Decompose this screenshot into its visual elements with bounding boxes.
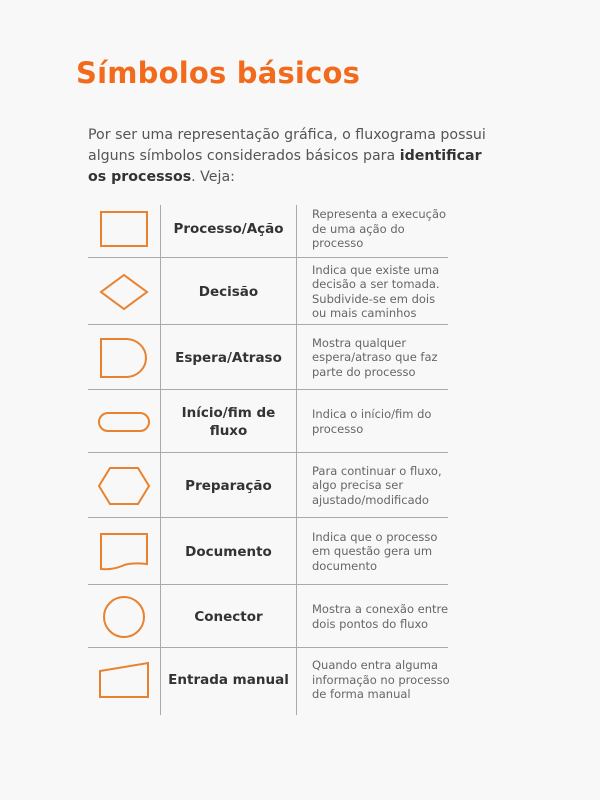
symbol-name: Documento — [185, 543, 272, 560]
page-title: Símbolos básicos — [76, 56, 361, 90]
rectangle-icon — [88, 200, 160, 258]
table-row — [88, 390, 448, 453]
terminator-icon — [88, 390, 160, 453]
intro-text: Por ser uma representação gráfica, o fluxograma possui alguns símbolos considerados básicos para — [88, 127, 486, 164]
table-row — [88, 258, 448, 325]
symbol-description: Quando entra alguma informação no processo de forma manual — [312, 658, 450, 702]
table-row — [88, 325, 448, 390]
intro-paragraph — [88, 125, 488, 188]
symbol-name: Início/fim de fluxo — [181, 404, 276, 439]
symbol-description: Representa a execução de uma ação do processo — [312, 207, 447, 251]
symbol-name: Espera/Atraso — [175, 349, 282, 366]
symbol-name: Entrada manual — [168, 672, 289, 688]
symbol-description: Mostra qualquer espera/atraso que faz parte do processo — [312, 335, 438, 379]
table-row — [88, 518, 448, 585]
symbol-description: Mostra a conexão entre dois pontos do fluxo — [312, 602, 449, 631]
diamond-icon — [88, 258, 160, 325]
table-row — [88, 453, 448, 518]
symbol-description: Indica que o processo em questão gera um documento — [312, 529, 438, 573]
delay-icon — [88, 325, 160, 390]
intro-bold: identificar os processos — [88, 148, 482, 185]
symbol-name: Processo/Ação — [173, 221, 284, 237]
symbol-description: Indica o início/fim do processo — [312, 407, 432, 436]
document-icon — [88, 518, 160, 585]
circle-icon — [88, 585, 160, 648]
symbol-name: Conector — [194, 608, 263, 625]
intro-end: . Veja: — [191, 169, 235, 185]
manual-input-icon — [88, 648, 160, 712]
symbol-name: Decisão — [198, 283, 259, 300]
symbol-name: Preparação — [185, 477, 272, 494]
table-row — [88, 648, 448, 712]
hexagon-icon — [88, 453, 160, 518]
symbol-description: Para continuar o fluxo, algo precisa ser ajustado/modificado — [312, 463, 442, 507]
symbol-description: Indica que existe uma decisão a ser tomada. Subdivide-se em dois ou mais caminhos — [312, 262, 440, 320]
table-row — [88, 585, 448, 648]
symbols-table — [88, 200, 448, 715]
table-row — [88, 200, 448, 258]
